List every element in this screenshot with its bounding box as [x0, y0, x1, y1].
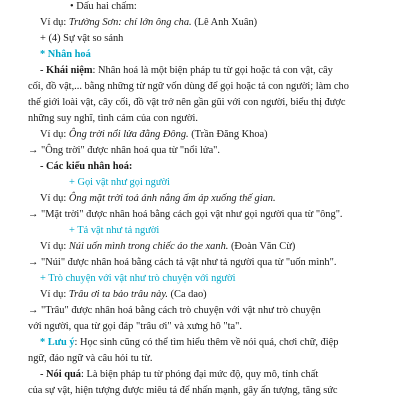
- example-line: [40, 130, 268, 140]
- note-line: [28, 354, 153, 364]
- text-span: của sự vật, hiện tượng được miêu tả để nhấn mạnh, gây ấn tượng, tăng sức: [28, 385, 338, 397]
- analysis-line: [28, 258, 336, 268]
- analysis-line: [28, 322, 242, 332]
- text-span: → "Núi" được nhân hoá bằng cách tả vật như tả người qua từ "uốn mình".: [28, 257, 337, 269]
- heading-text: + Trò chuyện với vật như trò chuyện với người: [40, 273, 236, 285]
- text-span: → "Ông trời" được nhân hoá qua từ "nổi lửa".: [28, 145, 221, 157]
- type-heading: [40, 274, 236, 284]
- example-source: (Ca dao): [167, 289, 207, 301]
- paragraph-line: [40, 370, 318, 380]
- paragraph-line: [28, 386, 338, 396]
- text-span: • Dấu hai chấm:: [70, 1, 137, 12]
- text-span: Ví dụ:: [40, 17, 69, 28]
- example-quote: Ông trời nổi lửa đằng Đông.: [68, 129, 189, 141]
- term-label: - Khái niệm: [40, 65, 93, 76]
- text-span: Ví dụ:: [40, 193, 69, 205]
- example-quote: Trường Sơn: chí lớn ông cha.: [68, 17, 192, 28]
- type-heading: [69, 226, 159, 236]
- subsection-heading: [40, 162, 132, 172]
- text-span: + (4) Sự vật so sánh: [40, 33, 124, 44]
- example-quote: Ông mặt trời toả ánh nắng ấm áp xuống thế gian.: [68, 193, 276, 205]
- note-label: * Lưu ý: [40, 337, 75, 349]
- text-span: Ví dụ:: [40, 289, 69, 301]
- example-line: [40, 290, 207, 300]
- text-span: Ví dụ:: [40, 129, 69, 141]
- text-span: → "Trâu" được nhân hoá bằng cách trò chuyện với vật như trò chuyện: [28, 305, 321, 317]
- example-source: (Trần Đăng Khoa): [188, 129, 268, 141]
- paragraph-line: [28, 98, 345, 108]
- note-line: [40, 338, 338, 348]
- text-span: những suy nghĩ, tình cảm của con người.: [28, 113, 198, 124]
- example-source: (Đoàn Văn Cừ): [228, 241, 296, 253]
- heading-text: + Gọi vật như gọi người: [69, 177, 170, 189]
- bullet-colon: [70, 2, 137, 12]
- analysis-line: [28, 146, 220, 156]
- text-span: : Học sinh cũng có thể tìm hiểu thêm về nói quá, chơi chữ, điệp: [74, 337, 339, 349]
- list-item: [40, 34, 123, 44]
- heading-text: * Nhân hoá: [40, 49, 91, 60]
- example-line: [40, 242, 295, 252]
- example-line: [40, 18, 257, 28]
- example-quote: Núi uốn mình trong chiếc áo the xanh.: [68, 241, 229, 253]
- text-span: cối, đồ vật,... bằng những từ ngữ vốn dùng để gọi hoặc tả con người; làm cho: [28, 81, 349, 92]
- text-span: : Nhân hoá là một biện pháp tu từ gọi hoặc tả con vật, cây: [92, 65, 333, 76]
- example-source: (Lê Anh Xuân): [191, 17, 258, 28]
- heading-text: + Tả vật như tả người: [69, 225, 160, 237]
- analysis-line: [28, 210, 343, 220]
- text-span: với người, qua từ gọi đáp "trâu ơi" và xưng hô "ta".: [28, 321, 242, 333]
- analysis-line: [28, 306, 321, 316]
- paragraph-line: [40, 66, 333, 76]
- text-span: Ví dụ:: [40, 241, 69, 253]
- paragraph-line: [28, 82, 349, 92]
- text-span: → "Mặt trời" được nhân hoá bằng cách gọi vật như gọi người qua từ "ông".: [28, 209, 343, 221]
- example-line: [40, 194, 276, 204]
- heading-text: - Các kiểu nhân hoá:: [40, 161, 133, 173]
- text-span: : Là biện pháp tu từ phóng đại mức độ, quy mô, tính chất: [81, 369, 319, 381]
- example-quote: Trâu ơi ta bảo trâu này.: [68, 289, 168, 301]
- section-heading: [40, 50, 91, 60]
- type-heading: [69, 178, 170, 188]
- text-span: thế giới loài vật, cây cối, đồ vật trở nên gần gũi với con người, biểu thị được: [28, 97, 346, 108]
- text-span: ngữ, đảo ngữ và câu hỏi tu từ.: [28, 353, 153, 365]
- term-label: - Nói quá: [40, 369, 81, 381]
- paragraph-line: [28, 114, 198, 124]
